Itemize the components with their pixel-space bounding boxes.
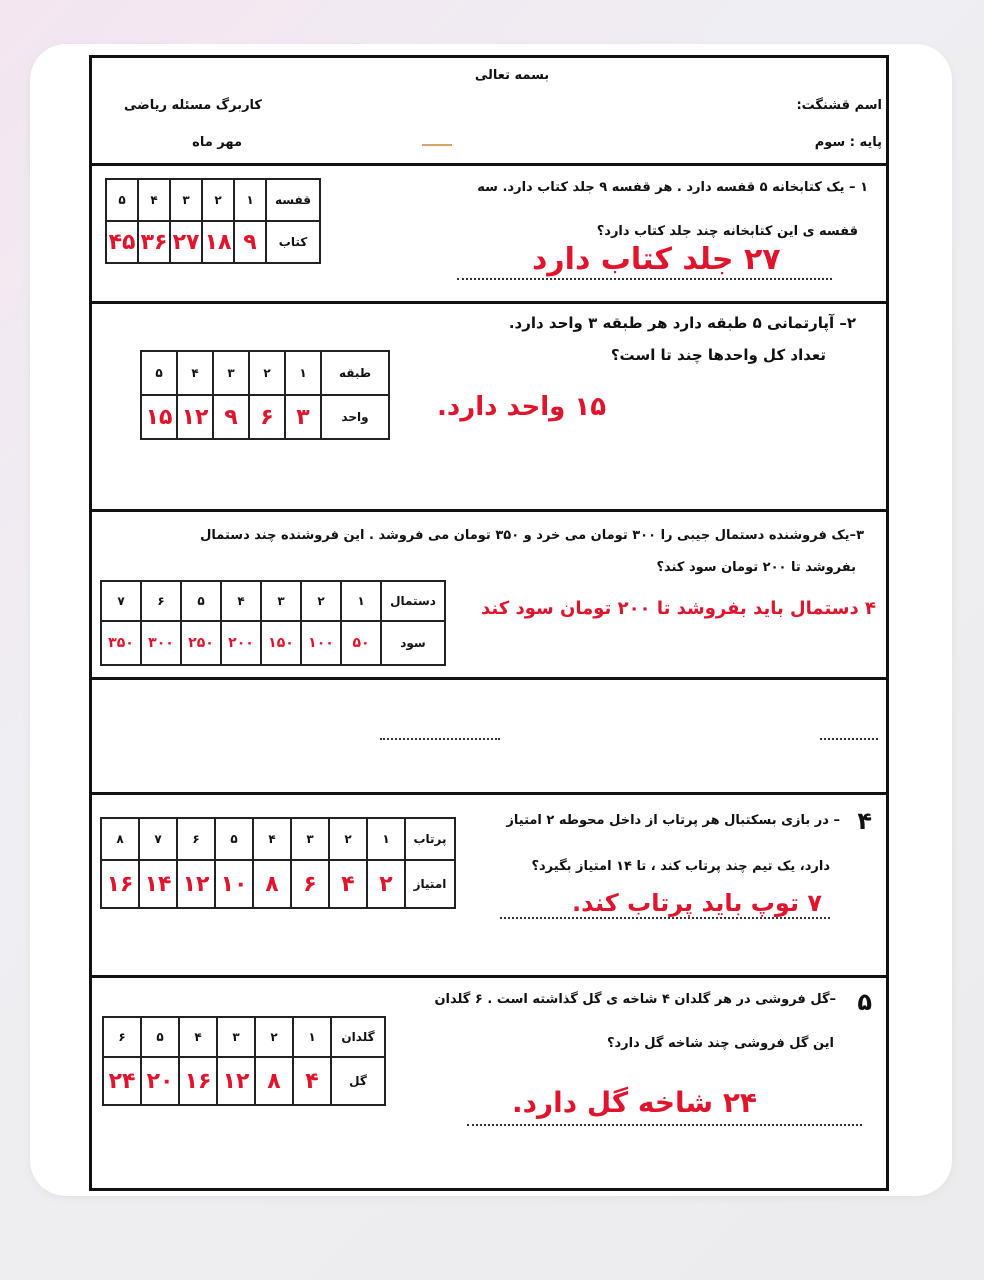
worksheet-title: کاربرگ مسئله ریاضی xyxy=(124,98,262,113)
answer-text: ۴ دستمال باید بفروشد تا ۲۰۰ تومان سود کند xyxy=(481,598,876,619)
table-cell: ۵۰ xyxy=(341,621,381,665)
table-cell: ۱۶ xyxy=(179,1057,217,1105)
table-cell: ۳۵۰ xyxy=(101,621,141,665)
table-cell: ۱۵۰ xyxy=(261,621,301,665)
table-cell: ۴ xyxy=(179,1017,217,1057)
table-cell: ۱ xyxy=(367,818,405,860)
answer-text: ۲۷ جلد کتاب دارد xyxy=(532,242,781,277)
answer-line xyxy=(467,1124,862,1126)
page-title: بسمه تعالی xyxy=(474,68,550,83)
table-cell: ۹ xyxy=(234,221,266,263)
blank-section xyxy=(92,680,886,795)
table-cell: ۵ xyxy=(141,351,177,395)
table-cell: ۴ xyxy=(138,179,170,221)
row-label: گلدان xyxy=(331,1017,385,1057)
answer-text: ۷ توپ باید پرتاب کند. xyxy=(572,889,822,917)
month-label: مهر ماه xyxy=(192,135,242,150)
question-5-table xyxy=(102,1016,386,1106)
answer-line xyxy=(500,917,830,919)
table-cell: ۵ xyxy=(141,1017,179,1057)
question-text: – در بازی بسکتبال هر پرتاب از داخل محوطه ۲ امتیاز xyxy=(506,813,840,828)
question-5 xyxy=(92,978,886,1188)
table-cell: ۲ xyxy=(249,351,285,395)
row-label: طبقه xyxy=(321,351,389,395)
table-cell: ۶ xyxy=(291,860,329,908)
table-cell: ۱۲ xyxy=(217,1057,255,1105)
row-label: پرتاب xyxy=(405,818,455,860)
question-text: ۱ – یک کتابخانه ۵ قفسه دارد . هر قفسه ۹ جلد کتاب دارد. سه xyxy=(477,180,868,195)
table-cell: ۳ xyxy=(217,1017,255,1057)
table-cell: ۱۶ xyxy=(101,860,139,908)
table-cell: ۲۵۰ xyxy=(181,621,221,665)
grade-label: پایه : سوم xyxy=(814,135,882,150)
worksheet xyxy=(89,55,889,1191)
table-cell: ۵ xyxy=(215,818,253,860)
question-text: –گل فروشی در هر گلدان ۴ شاخه ی گل گذاشته است . ۶ گلدان xyxy=(434,992,836,1007)
answer-text: ۱۵ واحد دارد. xyxy=(437,392,607,422)
table-cell: ۴ xyxy=(221,581,261,621)
table-cell: ۴ xyxy=(293,1057,331,1105)
table-cell: ۳۰۰ xyxy=(141,621,181,665)
question-4-table xyxy=(100,817,456,909)
question-2-table xyxy=(140,350,390,440)
question-number: ۴ xyxy=(857,807,872,835)
table-cell: ۸ xyxy=(101,818,139,860)
question-1 xyxy=(92,166,886,304)
table-cell: ۱۲ xyxy=(177,395,213,439)
table-cell: ۶ xyxy=(177,818,215,860)
question-text: ۲– آپارتمانی ۵ طبقه دارد هر طبقه ۳ واحد دارد. xyxy=(508,314,856,332)
table-cell: ۳ xyxy=(170,179,202,221)
table-cell: ۳ xyxy=(261,581,301,621)
table-cell: ۷ xyxy=(139,818,177,860)
table-cell: ۵ xyxy=(181,581,221,621)
table-cell: ۴ xyxy=(329,860,367,908)
question-text: قفسه ی این کتابخانه چند جلد کتاب دارد؟ xyxy=(596,224,858,239)
answer-line xyxy=(380,738,500,740)
table-cell: ۳ xyxy=(285,395,321,439)
table-cell: ۱۰۰ xyxy=(301,621,341,665)
row-label: گل xyxy=(331,1057,385,1105)
table-cell: ۶ xyxy=(103,1017,141,1057)
table-cell: ۱۴ xyxy=(139,860,177,908)
answer-line xyxy=(820,738,878,740)
row-label: واحد xyxy=(321,395,389,439)
answer-line xyxy=(457,278,832,280)
table-cell: ۱۸ xyxy=(202,221,234,263)
table-cell: ۲۰ xyxy=(141,1057,179,1105)
table-cell: ۲ xyxy=(367,860,405,908)
row-label: دستمال xyxy=(381,581,445,621)
table-cell: ۱ xyxy=(293,1017,331,1057)
table-cell: ۲ xyxy=(301,581,341,621)
table-cell: ۸ xyxy=(255,1057,293,1105)
table-cell: ۴ xyxy=(177,351,213,395)
student-name-label: اسم قشنگت: xyxy=(796,98,882,113)
table-cell: ۲۰۰ xyxy=(221,621,261,665)
table-cell: ۱ xyxy=(285,351,321,395)
table-cell: ۱۲ xyxy=(177,860,215,908)
decorative-mark xyxy=(422,144,452,146)
table-cell: ۹ xyxy=(213,395,249,439)
table-cell: ۱ xyxy=(234,179,266,221)
table-cell: ۲ xyxy=(255,1017,293,1057)
table-cell: ۵ xyxy=(106,179,138,221)
question-number: ۵ xyxy=(857,988,872,1016)
table-cell: ۲ xyxy=(202,179,234,221)
question-text: بفروشد تا ۲۰۰ تومان سود کند؟ xyxy=(656,560,856,575)
question-text: تعداد کل واحدها چند تا است؟ xyxy=(610,346,826,364)
table-cell: ۲۷ xyxy=(170,221,202,263)
question-1-table xyxy=(105,178,321,264)
table-cell: ۶ xyxy=(249,395,285,439)
table-cell: ۴ xyxy=(253,818,291,860)
table-cell: ۴۵ xyxy=(106,221,138,263)
worksheet-header xyxy=(92,58,886,166)
question-text: این گل فروشی چند شاخه گل دارد؟ xyxy=(606,1036,834,1051)
question-3-table xyxy=(100,580,446,666)
question-3 xyxy=(92,512,886,680)
row-label: سود xyxy=(381,621,445,665)
table-cell: ۱۰ xyxy=(215,860,253,908)
table-cell: ۲ xyxy=(329,818,367,860)
question-text: دارد، یک تیم چند پرتاب کند ، تا ۱۴ امتیاز بگیرد؟ xyxy=(531,859,830,874)
question-text: ۳–یک فروشنده دستمال جیبی را ۳۰۰ تومان می خرد و ۳۵۰ تومان می فروشد . این فروشنده چند دستمال xyxy=(200,528,864,543)
answer-text: ۲۴ شاخه گل دارد. xyxy=(512,1086,758,1119)
table-cell: ۸ xyxy=(253,860,291,908)
row-label: کتاب xyxy=(266,221,320,263)
table-cell: ۶ xyxy=(141,581,181,621)
table-cell: ۱۵ xyxy=(141,395,177,439)
row-label: قفسه xyxy=(266,179,320,221)
table-cell: ۷ xyxy=(101,581,141,621)
table-cell: ۳۶ xyxy=(138,221,170,263)
question-4 xyxy=(92,795,886,978)
table-cell: ۱ xyxy=(341,581,381,621)
table-cell: ۲۴ xyxy=(103,1057,141,1105)
table-cell: ۳ xyxy=(213,351,249,395)
question-2 xyxy=(92,304,886,512)
table-cell: ۳ xyxy=(291,818,329,860)
row-label: امتیاز xyxy=(405,860,455,908)
